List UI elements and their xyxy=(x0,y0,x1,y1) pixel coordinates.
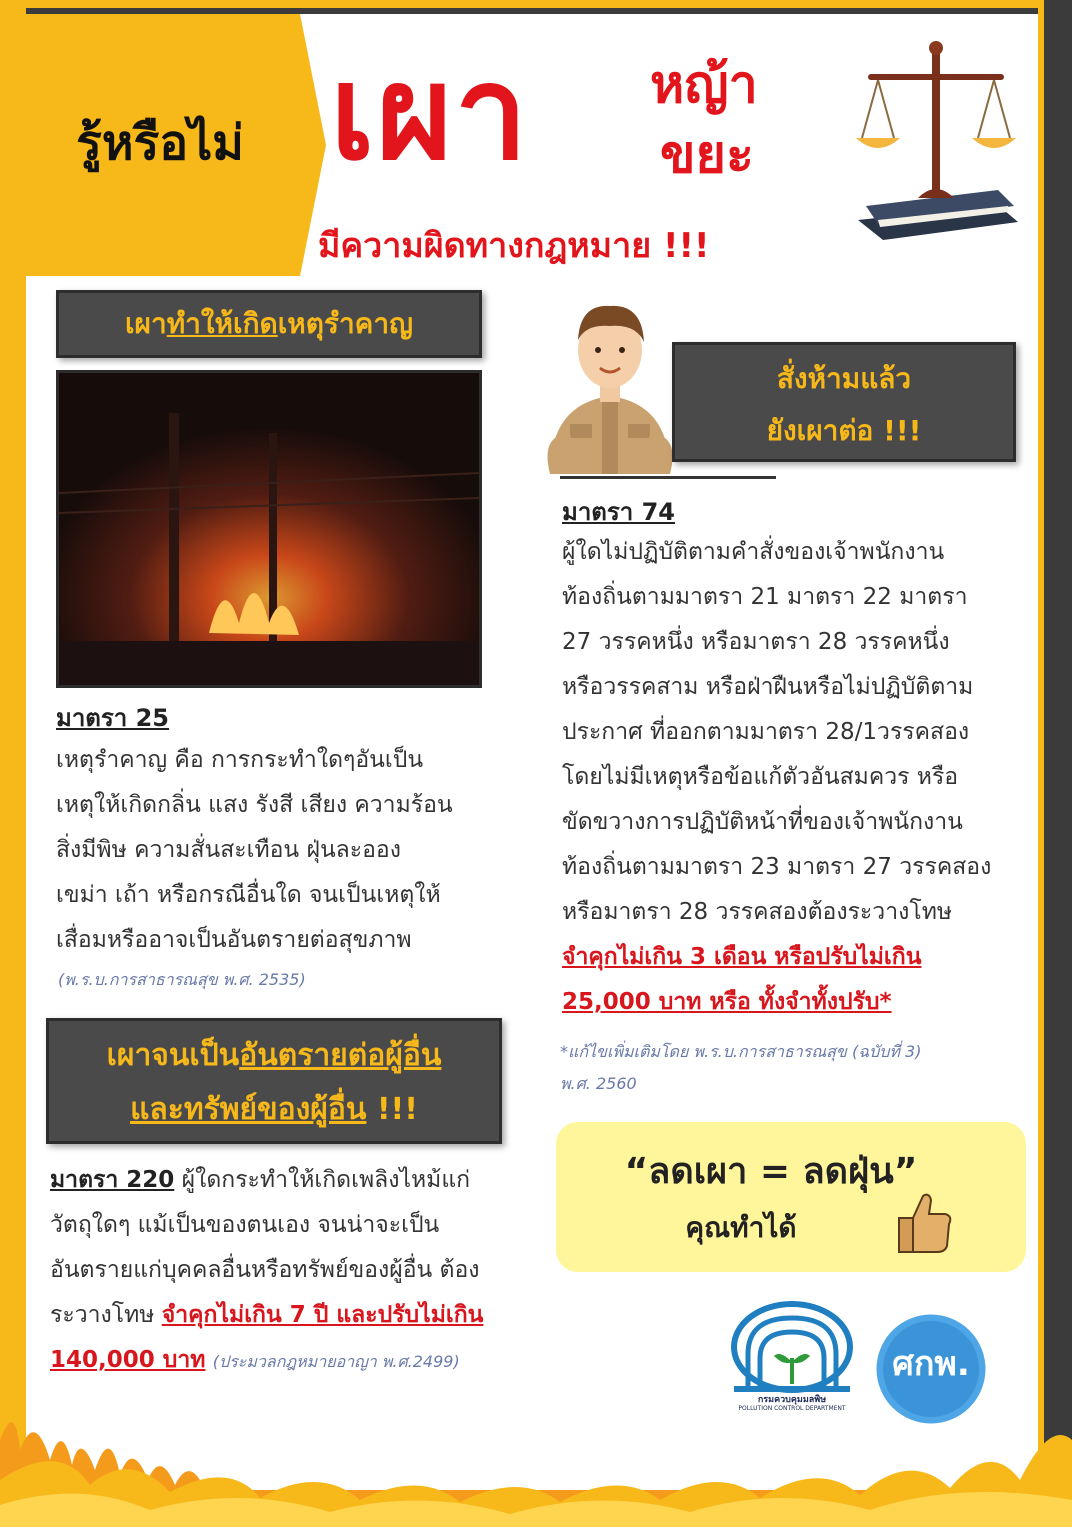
danger-label-prefix: เผาจนเป็น xyxy=(106,1038,240,1073)
section-220-line-1 xyxy=(50,1158,530,1203)
section-25-line: สิ่งมีพิษ ความสั่นสะเทือน ฝุ่นละออง xyxy=(56,837,401,863)
order-label-line-2: ยังเผาต่อ !!! xyxy=(766,414,922,447)
nuisance-label xyxy=(56,290,482,358)
section-74-line: ผู้ใดไม่ปฏิบัติตามคำสั่งของเจ้าพนักงาน xyxy=(562,539,945,565)
section-74-line: ประกาศ ที่ออกตามมาตรา 28/1วรรคสอง xyxy=(562,719,970,745)
section-220-line: ผู้ใดกระทำให้เกิดเพลิงไหม้แก่ xyxy=(181,1167,471,1193)
night-fire-image xyxy=(59,373,479,685)
order-divider xyxy=(560,476,776,479)
pcd-logo-english: POLLUTION CONTROL DEPARTMENT xyxy=(738,1405,846,1412)
danger-label-line-1 xyxy=(49,1029,499,1083)
pcd-logo-name: กรมควบคุมมลพิษ xyxy=(757,1395,827,1405)
danger-label-underline-2: และทรัพย์ของผู้อื่น xyxy=(130,1092,367,1127)
section-74-penalty-2: 25,000 บาท หรือ ทั้งจำทั้งปรับ* xyxy=(562,989,892,1015)
flames-border xyxy=(0,1380,1072,1527)
headline-illegal: มีความผิดทางกฎหมาย !!! xyxy=(318,226,710,266)
nuisance-label-suffix: เหตุรำคาญ xyxy=(277,307,413,340)
section-74-line: หรือวรรคสาม หรือฝ่าฝืนหรือไม่ปฏิบัติตาม xyxy=(562,674,974,700)
order-label xyxy=(672,342,1016,462)
slogan-line-2: คุณทำได้ xyxy=(685,1211,797,1244)
headline-burn: เผา xyxy=(330,37,530,189)
center-logo-abbr: ศกพ. xyxy=(892,1344,970,1384)
order-label-line-1: สั่งห้ามแล้ว xyxy=(776,362,912,395)
section-220-line: อันตรายแก่บุคคลอื่นหรือทรัพย์ของผู้อื่น ต้อง xyxy=(50,1257,480,1283)
frame-top xyxy=(0,0,1072,8)
nuisance-label-underline: ทำให้เกิด xyxy=(166,307,278,340)
officer-icon xyxy=(540,284,680,474)
section-25-line: เขม่า เถ้า หรือกรณีอื่นใด จนเป็นเหตุให้ xyxy=(56,882,441,908)
section-25-line: เหตุให้เกิดกลิ่น แสง รังสี เสียง ความร้อน xyxy=(56,792,453,818)
section-74-body xyxy=(562,530,1032,1025)
section-25-title: มาตรา 25 xyxy=(56,704,170,732)
section-74-line: ท้องถิ่นตามมาตรา 23 มาตรา 27 วรรคสอง xyxy=(562,854,992,880)
headline-grass: หญ้า xyxy=(650,55,758,115)
section-74-note xyxy=(560,1036,1000,1100)
fire-photo xyxy=(56,370,482,688)
section-74-line: ท้องถิ่นตามมาตรา 21 มาตรา 22 มาตรา xyxy=(562,584,968,610)
section-74-line: หรือมาตรา 28 วรรคสองต้องระวางโทษ xyxy=(562,899,953,925)
slogan-line-1: “ลดเผา = ลดฝุ่น” xyxy=(624,1151,918,1192)
section-74-penalty-1: จำคุกไม่เกิน 3 เดือน หรือปรับไม่เกิน xyxy=(562,944,922,970)
section-74-line: โดยไม่มีเหตุหรือข้อแก้ตัวอันสมควร หรือ xyxy=(562,764,959,790)
section-25-body xyxy=(56,738,506,963)
section-220-line: วัตถุใดๆ แม้เป็นของตนเอง จนน่าจะเป็น xyxy=(50,1212,440,1238)
danger-label-line-2 xyxy=(49,1083,499,1137)
danger-label-suffix: !!! xyxy=(366,1092,418,1127)
nuisance-label-prefix: เผา xyxy=(124,307,167,340)
section-220-body xyxy=(50,1158,530,1384)
thumbs-up-icon xyxy=(895,1190,955,1254)
danger-label-underline-1: อันตรายต่อผู้อื่น xyxy=(239,1038,442,1073)
section-74-title: มาตรา 74 xyxy=(562,498,676,526)
section-25-source: (พ.ร.บ.การสาธารณสุข พ.ศ. 2535) xyxy=(58,970,306,989)
frame-right-dark xyxy=(1044,0,1072,1527)
section-220-line-4 xyxy=(50,1293,530,1338)
scales-of-justice-icon xyxy=(848,30,1023,245)
did-you-know-text: รู้หรือไม่ xyxy=(76,115,244,171)
section-220-source: (ประมวลกฎหมายอาญา พ.ศ.2499) xyxy=(212,1352,460,1371)
danger-label xyxy=(46,1018,502,1144)
section-25-line: เสื่อมหรืออาจเป็นอันตรายต่อสุขภาพ xyxy=(56,927,412,953)
section-25-line: เหตุรำคาญ คือ การกระทำใดๆอันเป็น xyxy=(56,747,424,773)
frame-right-yellow xyxy=(1038,0,1044,1527)
section-74-note-2: พ.ศ. 2560 xyxy=(560,1074,637,1093)
section-220-line-5 xyxy=(50,1338,530,1384)
section-74-line: ขัดขวางการปฏิบัติหน้าที่ของเจ้าพนักงาน xyxy=(562,809,963,835)
section-220-penalty-2: 140,000 บาท xyxy=(50,1347,206,1373)
section-220-title: มาตรา 220 xyxy=(50,1167,175,1193)
headline-garbage: ขยะ xyxy=(660,125,754,185)
section-220-line: ระวางโทษ xyxy=(50,1302,155,1328)
section-74-note-1: *แก้ไขเพิ่มเติมโดย พ.ร.บ.การสาธารณสุข (ฉบับที่ 3) xyxy=(560,1042,922,1061)
section-220-penalty-1: จำคุกไม่เกิน 7 ปี และปรับไม่เกิน xyxy=(161,1302,484,1328)
section-74-line: 27 วรรคหนึ่ง หรือมาตรา 28 วรรคหนึ่ง xyxy=(562,629,950,655)
